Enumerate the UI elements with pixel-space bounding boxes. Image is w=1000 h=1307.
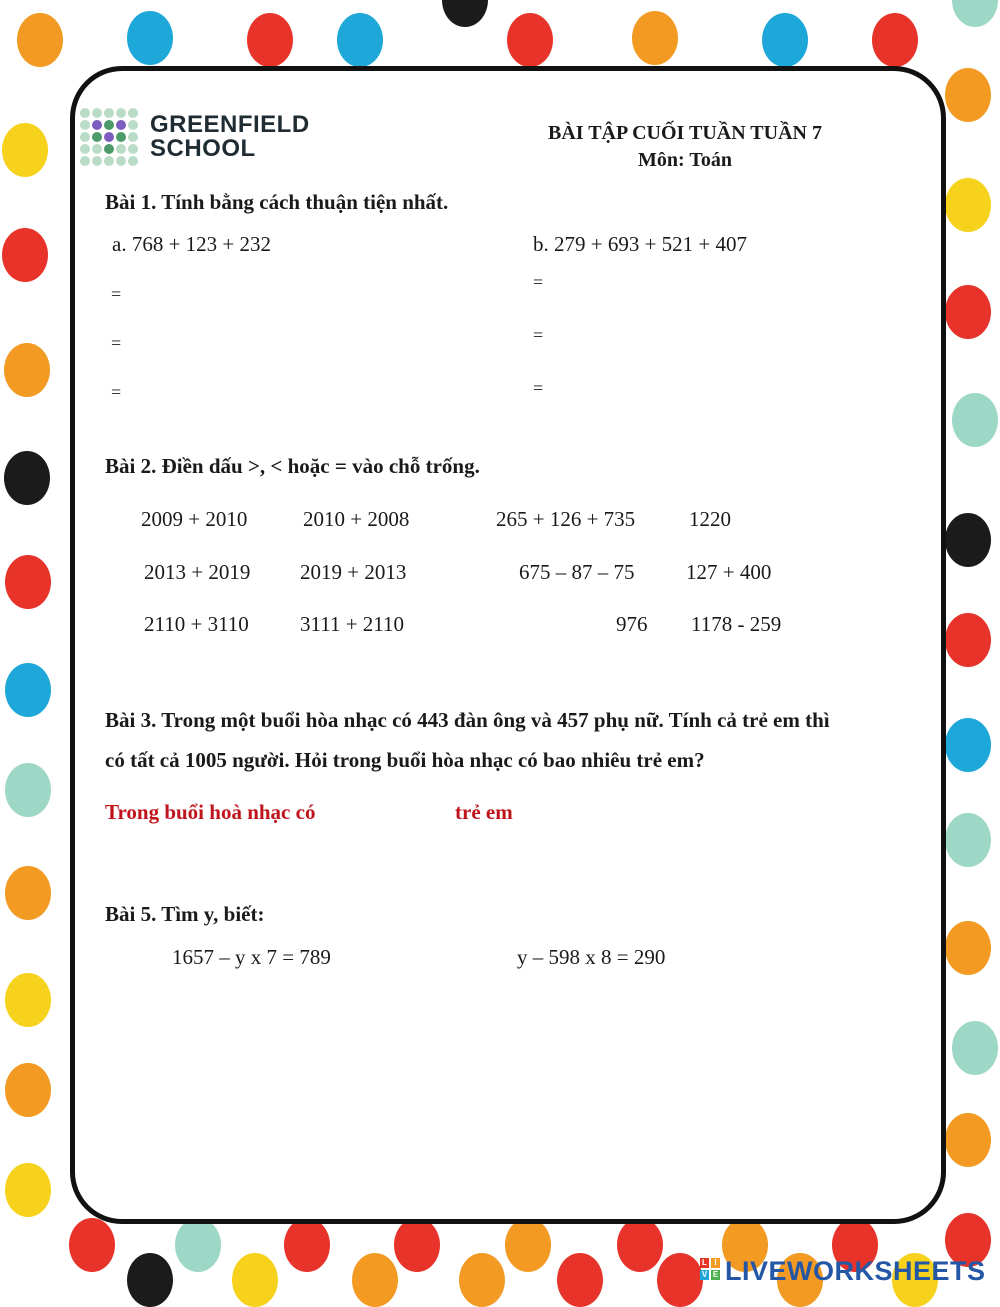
logo-dot-grid-icon: [80, 108, 140, 168]
polka-dot-orange: [17, 13, 63, 67]
polka-dot-mint: [945, 813, 991, 867]
polka-dot-orange: [4, 343, 50, 397]
liveworksheets-brand-text: LIVEWORKSHEETS: [725, 1256, 986, 1286]
polka-dot-red: [945, 285, 991, 339]
polka-dot-red: [617, 1218, 663, 1272]
badge-letter-l: L: [700, 1258, 709, 1268]
polka-dot-orange: [945, 68, 991, 122]
polka-dot-blue: [127, 11, 173, 65]
polka-dot-yellow: [2, 123, 48, 177]
polka-dot-red: [657, 1253, 703, 1307]
polka-dot-blue: [5, 663, 51, 717]
bai1-a-answer-line-2[interactable]: =: [111, 333, 122, 353]
polka-dot-yellow: [5, 1163, 51, 1217]
polka-dot-orange: [945, 921, 991, 975]
bai1-b-answer-line-2[interactable]: =: [533, 325, 544, 345]
polka-dot-yellow: [232, 1253, 278, 1307]
bai2-r1-left: 2009 + 2010: [141, 507, 248, 531]
logo-text: [150, 113, 310, 161]
polka-dot-red: [284, 1218, 330, 1272]
polka-dot-mint: [952, 393, 998, 447]
polka-dot-red: [872, 13, 918, 67]
polka-dot-red: [507, 13, 553, 67]
bai2-r3-left: 2110 + 3110: [144, 612, 249, 636]
bai1-expression-a: a. 768 + 123 + 232: [112, 232, 272, 256]
bai5-equation-1: 1657 – y x 7 = 789: [172, 945, 331, 969]
polka-dot-red: [2, 228, 48, 282]
polka-dot-mint: [952, 1021, 998, 1075]
bai2-r3-right: 3111 + 2110: [300, 612, 405, 636]
bai5-equation-2: y – 598 x 8 = 290: [517, 945, 666, 969]
liveworksheets-badge-icon: [700, 1258, 722, 1282]
polka-dot-mint: [5, 763, 51, 817]
badge-letter-v: V: [701, 1270, 708, 1279]
polka-dot-mint: [175, 1218, 221, 1272]
logo-line1: GREENFIELD: [150, 111, 310, 138]
bai5-heading: Bài 5. Tìm y, biết:: [105, 902, 265, 926]
bai3-answer-prefix: Trong buổi hoà nhạc có: [105, 800, 316, 824]
bai2-r2-right: 2019 + 2013: [300, 560, 407, 584]
polka-dot-black: [945, 513, 991, 567]
polka-dot-black: [442, 0, 488, 27]
bai2-r1-left2: 265 + 126 + 735: [496, 507, 636, 531]
polka-dot-yellow: [5, 973, 51, 1027]
logo-line2: SCHOOL: [150, 135, 256, 162]
bai3-text-line2: có tất cả 1005 người. Hỏi trong buổi hòa nhạc có bao nhiêu trẻ em?: [105, 748, 705, 772]
bai2-r2-right2: 127 + 400: [686, 560, 772, 584]
polka-dot-orange: [632, 11, 678, 65]
polka-dot-blue: [945, 718, 991, 772]
bai3-text-line1: Bài 3. Trong một buổi hòa nhạc có 443 đàn ông và 457 phụ nữ. Tính cả trẻ em thì: [105, 708, 830, 732]
polka-dot-red: [394, 1218, 440, 1272]
bai1-b-answer-line-1[interactable]: =: [533, 272, 544, 292]
bai1-a-answer-line-3[interactable]: =: [111, 382, 122, 402]
polka-dot-yellow: [945, 178, 991, 232]
bai2-r2-left: 2013 + 2019: [144, 560, 251, 584]
polka-dot-blue: [337, 13, 383, 67]
bai1-a-answer-line-1[interactable]: =: [111, 284, 122, 304]
bai2-r3-left2: 976: [616, 612, 648, 636]
bai2-heading: Bài 2. Điền dấu >, < hoặc = vào chỗ trống.: [105, 454, 480, 478]
worksheet-header: [520, 120, 850, 174]
bai2-r1-right2: 1220: [689, 507, 731, 531]
polka-dot-orange: [945, 1113, 991, 1167]
bai2-r3-right2: 1178 - 259: [691, 612, 782, 636]
polka-dot-black: [4, 451, 50, 505]
bai1-expression-b: b. 279 + 693 + 521 + 407: [533, 232, 748, 256]
bai3-answer-input[interactable]: [345, 798, 445, 826]
polka-dot-orange: [5, 1063, 51, 1117]
polka-dot-red: [945, 613, 991, 667]
polka-dot-mint: [952, 0, 998, 27]
polka-dot-red: [247, 13, 293, 67]
badge-letter-e: E: [712, 1270, 719, 1279]
bai3-answer-suffix: trẻ em: [455, 800, 513, 824]
bai2-r1-right: 2010 + 2008: [303, 507, 410, 531]
polka-dot-red: [5, 555, 51, 609]
polka-dot-orange: [459, 1253, 505, 1307]
polka-dot-orange: [5, 866, 51, 920]
polka-dot-blue: [762, 13, 808, 67]
polka-dot-orange: [505, 1218, 551, 1272]
bai1-heading: Bài 1. Tính bằng cách thuận tiện nhất.: [105, 190, 449, 214]
polka-dot-black: [127, 1253, 173, 1307]
bai1-b-answer-line-3[interactable]: =: [533, 378, 544, 398]
polka-dot-orange: [352, 1253, 398, 1307]
badge-letter-i: I: [711, 1258, 720, 1268]
worksheet-title: BÀI TẬP CUỐI TUẦN TUẦN 7: [548, 122, 822, 144]
polka-dot-red: [69, 1218, 115, 1272]
bai2-r2-left2: 675 – 87 – 75: [519, 560, 635, 584]
school-logo: [80, 108, 320, 168]
polka-dot-red: [557, 1253, 603, 1307]
worksheet-subject: Môn: Toán: [638, 149, 732, 171]
